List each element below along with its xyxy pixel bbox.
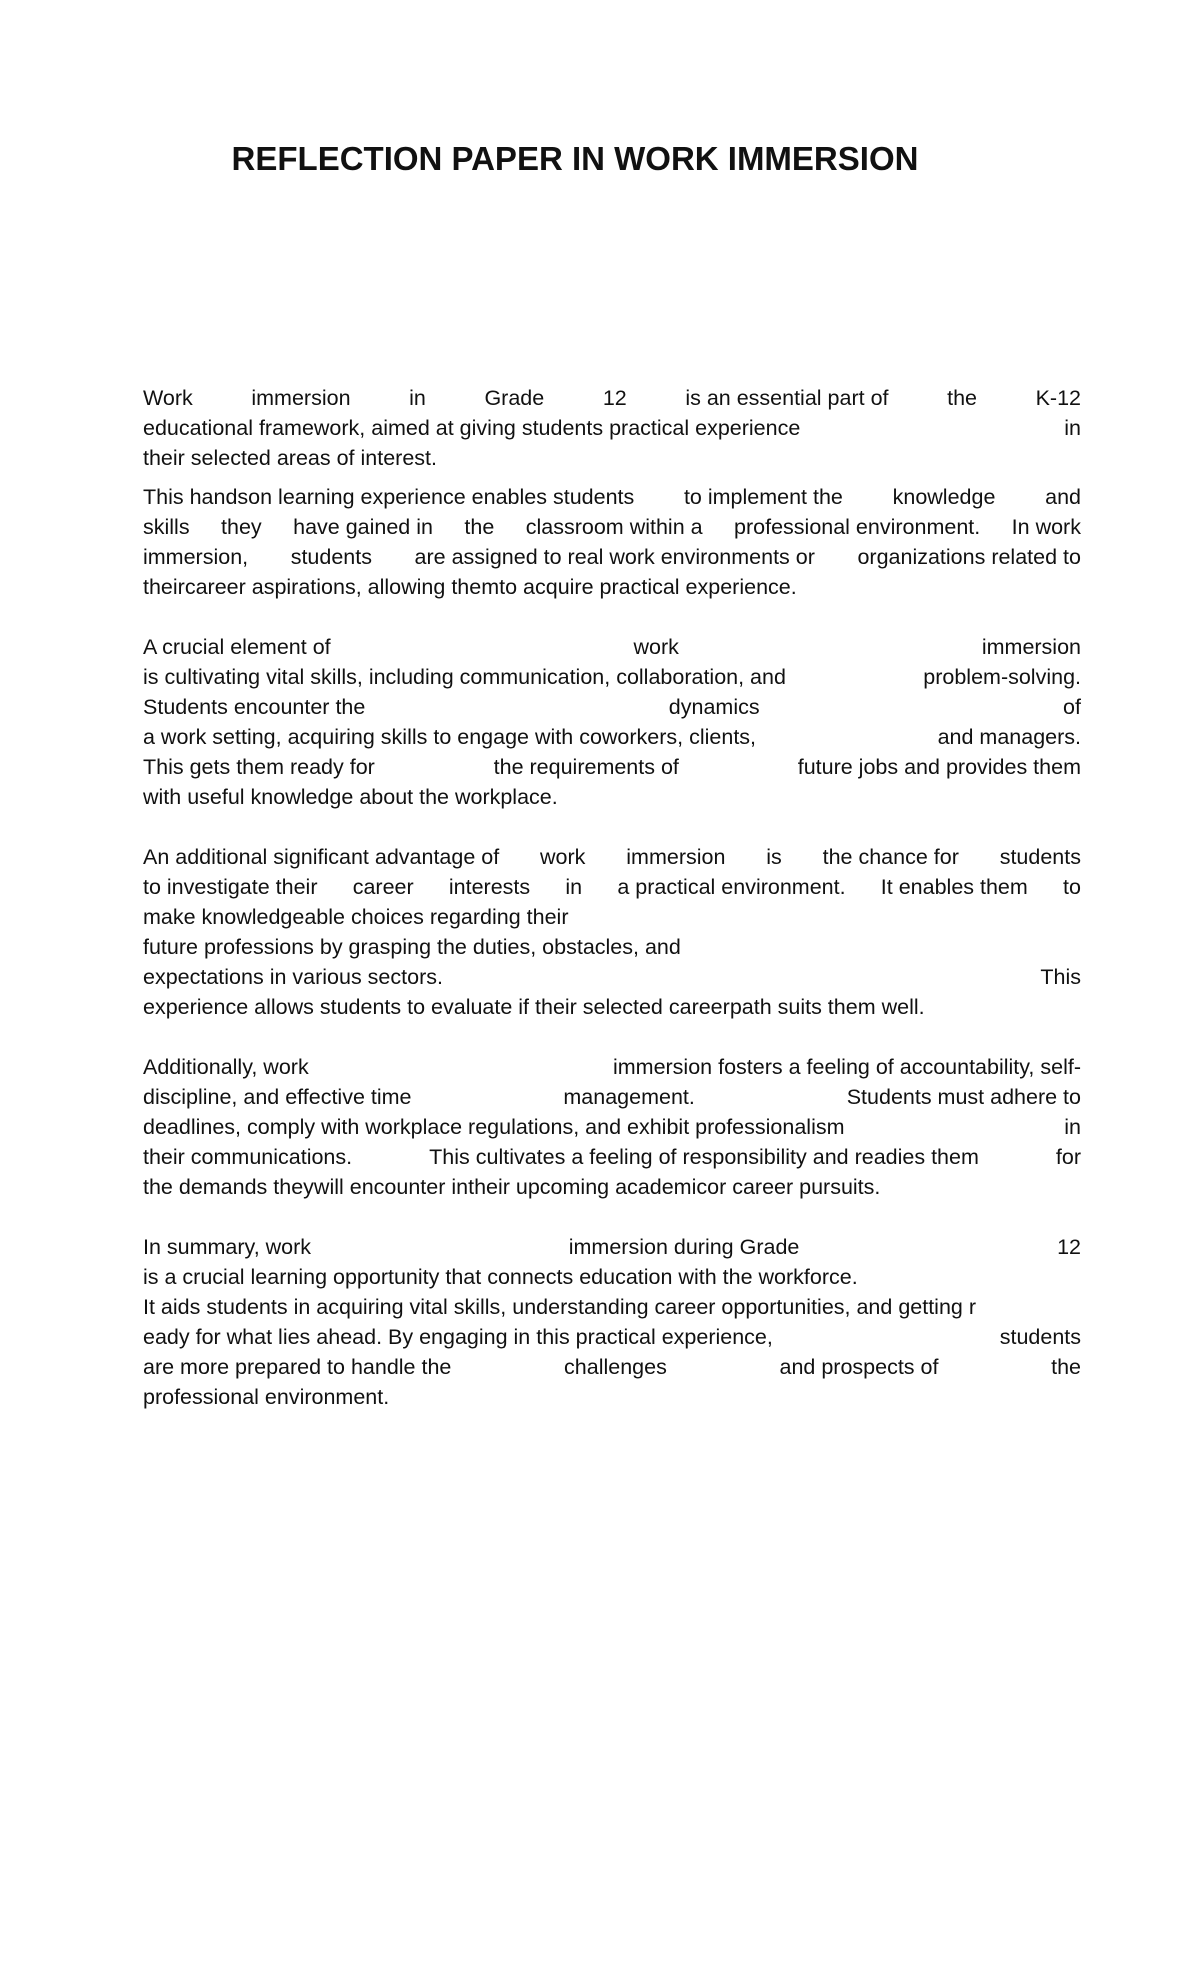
text-segment: and (1045, 485, 1081, 509)
text-segment: immersion fosters a feeling of accountability, self- (612, 1055, 1081, 1079)
text-line (143, 662, 1081, 692)
text-segment: immersion during Grade (568, 1235, 800, 1259)
text-segment: is an essential part of (685, 386, 889, 410)
text-segment: future jobs and provides them (797, 755, 1081, 779)
text-segment: It enables them (880, 875, 1028, 899)
text-segment: Students encounter the (143, 695, 366, 719)
paragraph (143, 842, 1081, 1022)
text-segment: experience allows students to evaluate if their selected career (143, 995, 730, 1019)
text-line (143, 782, 1081, 812)
text-segment: the requirements of (493, 755, 679, 779)
text-segment: career aspirations, allowing them (184, 575, 500, 599)
text-segment: challenges (564, 1355, 667, 1379)
text-segment: 12 (1057, 1235, 1081, 1259)
text-segment: This (1040, 965, 1081, 989)
text-segment: will encounter in (313, 1175, 469, 1199)
text-line (143, 1052, 1081, 1082)
paragraph (143, 1232, 1081, 1412)
document-body (143, 383, 1081, 1412)
text-segment: knowledge (892, 485, 996, 509)
text-line (143, 722, 1081, 752)
text-segment: path suits them well. (729, 995, 925, 1019)
text-line (143, 512, 1081, 542)
text-line (143, 992, 1081, 1022)
text-segment: and managers. (937, 725, 1081, 749)
text-line (143, 443, 1081, 473)
text-line (143, 872, 1081, 902)
text-segment: classroom within a (525, 515, 703, 539)
text-segment: their (143, 575, 185, 599)
text-segment: their selected areas of interest. (143, 446, 437, 470)
text-segment: their communications. (143, 1145, 353, 1169)
text-line (143, 1112, 1081, 1142)
text-segment: work (633, 635, 679, 659)
text-segment: immersion, (143, 545, 249, 569)
text-segment: It aids students in acquiring vital skills, understanding career opportunities, and getting r (143, 1295, 976, 1319)
text-line (143, 1292, 1081, 1322)
text-segment: the (1051, 1355, 1081, 1379)
text-segment: This cultivates a feeling of responsibility and readies them (429, 1145, 979, 1169)
text-segment: are more prepared to handle the (143, 1355, 452, 1379)
text-segment: professional environment. (734, 515, 981, 539)
text-segment: of (1063, 695, 1081, 719)
text-line (143, 1382, 1081, 1412)
text-segment: eady for what lies ahead. By engaging in this practical experience, (143, 1325, 773, 1349)
text-segment: to implement the (683, 485, 843, 509)
paragraph (143, 383, 1081, 473)
text-segment: work (540, 845, 586, 869)
text-segment: 12 (602, 386, 627, 410)
text-segment: in (1064, 1115, 1081, 1139)
text-line (143, 572, 1081, 602)
document-title: REFLECTION PAPER IN WORK IMMERSION (231, 140, 919, 177)
text-line (143, 1082, 1081, 1112)
text-segment: expectations in various sectors. (143, 965, 443, 989)
text-segment: organizations related to (857, 545, 1081, 569)
text-segment: make knowledgeable choices regarding their (143, 905, 569, 929)
text-segment: This handson learning experience enables students (143, 485, 635, 509)
text-segment: the (464, 515, 495, 539)
text-segment: dynamics (668, 695, 760, 719)
text-segment: the (947, 386, 977, 410)
text-segment: to acquire practical experience. (499, 575, 797, 599)
text-segment: immersion (626, 845, 726, 869)
text-line (143, 1322, 1081, 1352)
text-segment: Students must adhere to (846, 1085, 1081, 1109)
text-segment: the chance for (822, 845, 959, 869)
paragraph (143, 632, 1081, 812)
text-line (143, 692, 1081, 722)
text-segment: with useful knowledge about the workplace. (143, 785, 558, 809)
text-line (143, 902, 1081, 932)
text-segment: immersion (981, 635, 1081, 659)
text-segment: This gets them ready for (143, 755, 375, 779)
paragraph-spacer (143, 1202, 1081, 1232)
text-segment: interests (448, 875, 531, 899)
paragraph (143, 1052, 1081, 1202)
text-line (143, 962, 1081, 992)
text-line (143, 482, 1081, 512)
text-line (143, 542, 1081, 572)
paragraph-spacer (143, 473, 1081, 482)
text-segment: have gained in (293, 515, 433, 539)
text-line (143, 1142, 1081, 1172)
text-segment: to investigate their (143, 875, 318, 899)
text-segment: skills (143, 515, 190, 539)
text-segment: students (999, 845, 1081, 869)
text-segment: problem-solving. (923, 665, 1081, 689)
text-segment: in (1064, 416, 1081, 440)
text-segment: is a crucial learning opportunity that connects education with the workforce. (143, 1265, 858, 1289)
text-segment: they (221, 515, 262, 539)
paragraph (143, 482, 1081, 602)
text-segment: deadlines, comply with workplace regulations, and exhibit professionalism (143, 1115, 845, 1139)
text-line (143, 632, 1081, 662)
text-segment: Grade (484, 386, 545, 410)
text-segment: or career pursuits. (707, 1175, 881, 1199)
text-line (143, 1172, 1081, 1202)
text-segment: Additionally, work (143, 1055, 309, 1079)
text-segment: is (766, 845, 782, 869)
text-line (143, 1352, 1081, 1382)
text-segment: In work (1011, 515, 1081, 539)
text-segment: students (999, 1325, 1081, 1349)
text-segment: future professions by grasping the duties, obstacles, and (143, 935, 681, 959)
text-line (143, 1262, 1081, 1292)
paragraph-spacer (143, 1022, 1081, 1052)
text-line (143, 752, 1081, 782)
text-segment: An additional significant advantage of (143, 845, 500, 869)
text-segment: in (409, 386, 426, 410)
text-line (143, 1232, 1081, 1262)
paragraph-spacer (143, 602, 1081, 632)
text-segment: in (565, 875, 583, 899)
text-segment: a practical environment. (617, 875, 846, 899)
text-segment: discipline, and effective time (143, 1085, 412, 1109)
text-segment: immersion (251, 386, 351, 410)
text-line (143, 383, 1081, 413)
text-segment: educational framework, aimed at giving students practical experience (143, 416, 801, 440)
paragraph-spacer (143, 812, 1081, 842)
text-line (143, 842, 1081, 872)
text-segment: their upcoming academic (468, 1175, 708, 1199)
text-segment: In summary, work (143, 1235, 312, 1259)
text-segment: the demands they (143, 1175, 314, 1199)
text-segment: are assigned to real work environments or (414, 545, 815, 569)
text-segment: is cultivating vital skills, including communication, collaboration, and (143, 665, 786, 689)
text-line (143, 413, 1081, 443)
text-segment: to (1063, 875, 1081, 899)
text-segment: for (1055, 1145, 1081, 1169)
text-line (143, 932, 1081, 962)
text-segment: and prospects of (779, 1355, 939, 1379)
text-segment: a work setting, acquiring skills to engage with coworkers, clients, (143, 725, 757, 749)
text-segment: professional environment. (143, 1385, 390, 1409)
text-segment: management. (563, 1085, 695, 1109)
text-segment: career (352, 875, 414, 899)
text-segment: students (290, 545, 372, 569)
text-segment: K-12 (1035, 386, 1081, 410)
text-segment: A crucial element of (143, 635, 331, 659)
text-segment: Work (143, 386, 193, 410)
